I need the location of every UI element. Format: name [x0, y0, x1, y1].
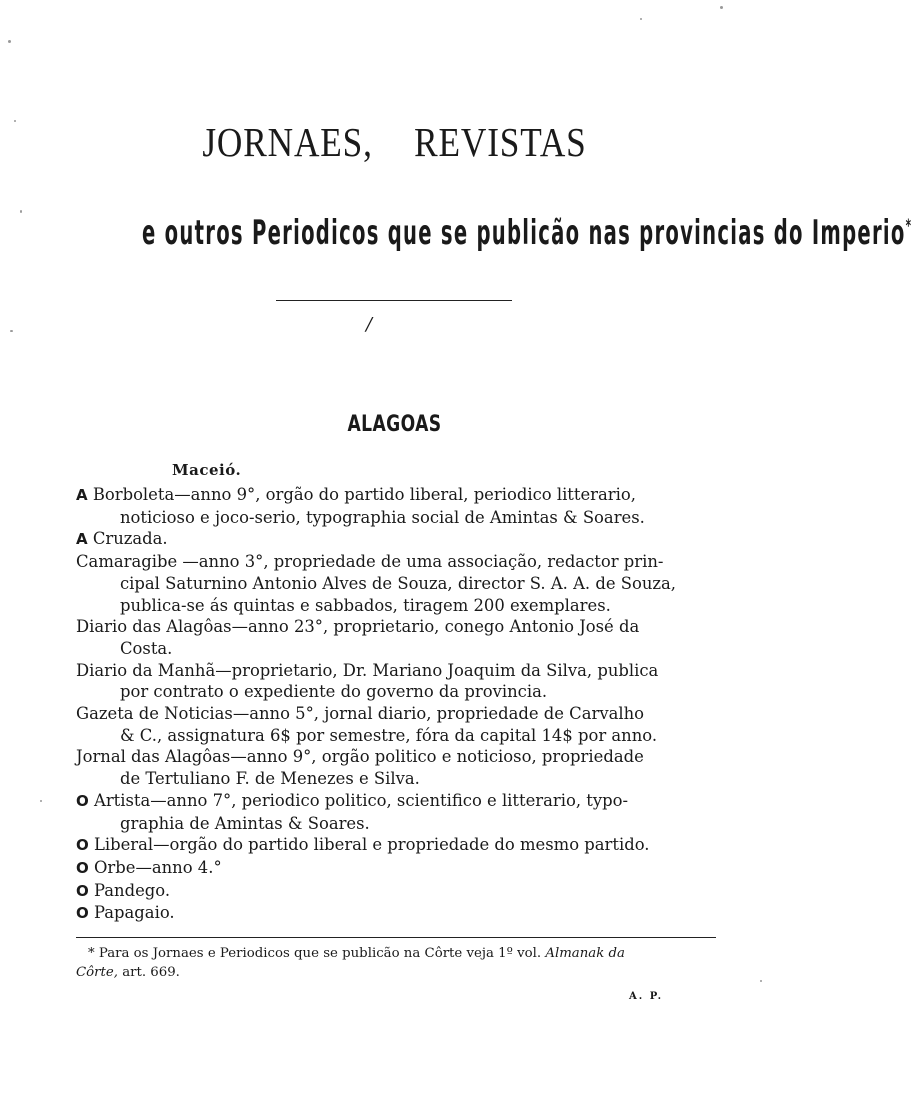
city-heading: Maceió.	[172, 461, 242, 479]
entry-text: graphia de Amintas & Soares.	[120, 813, 370, 833]
periodical-entry	[76, 551, 716, 616]
footnote-text: * Para os Jornaes e Periodicos que se publicão na Côrte veja 1º vol.	[88, 946, 542, 961]
page-subtitle	[142, 213, 912, 253]
scan-speck	[720, 6, 723, 9]
entry-first-line	[76, 834, 716, 857]
scan-speck	[40, 800, 42, 802]
entry-first-line	[76, 551, 716, 573]
periodical-entry	[76, 834, 716, 857]
entry-text: Jornal das Alagôas—anno 9°, orgão politico e noticioso, propriedade	[76, 747, 644, 767]
entry-continuation-line	[76, 813, 716, 835]
entry-article: O	[76, 904, 89, 923]
entry-text: cipal Saturnino Antonio Alves de Souza, director S. A. A. de Souza,	[120, 573, 677, 593]
footnote-article: art. 669.	[117, 965, 180, 980]
periodical-entry	[76, 857, 716, 880]
entry-continuation-line	[76, 768, 716, 790]
entry-continuation-line	[76, 725, 716, 747]
title-word-1: JORNAES,	[202, 119, 373, 165]
entry-first-line	[76, 880, 716, 903]
entry-continuation-line	[76, 681, 716, 703]
signature: A. P.	[629, 991, 664, 1002]
periodical-entry	[76, 746, 716, 789]
entry-text: de Tertuliano F. de Menezes e Silva.	[120, 769, 420, 789]
entry-first-line	[76, 484, 716, 507]
entry-article: O	[76, 881, 89, 900]
section-heading: ALAGOAS	[347, 412, 442, 437]
entry-text: por contrato o expediente do governo da provincia.	[120, 682, 548, 702]
footnote-marker: *	[905, 215, 912, 237]
entry-text: publica-se ás quintas e sabbados, tiragem 200 exemplares.	[120, 595, 611, 615]
scan-speck	[20, 210, 22, 213]
entry-first-line	[76, 703, 716, 725]
subtitle-text: e outros Periodicos que se publicão nas provincias do Imperio	[142, 213, 906, 253]
footnote-italic-ref: Almanak da	[545, 946, 625, 961]
entry-first-line	[76, 660, 716, 682]
footnote-line-1	[76, 944, 716, 963]
periodical-list	[76, 484, 716, 925]
entry-continuation-line	[76, 595, 716, 617]
entry-text: Papagaio.	[93, 903, 175, 923]
entry-text: Pandego.	[93, 880, 171, 900]
entry-text: Cruzada.	[92, 529, 168, 549]
periodical-entry	[76, 902, 716, 925]
entry-continuation-line	[76, 638, 716, 660]
entry-text: Costa.	[120, 638, 173, 658]
periodical-entry	[76, 880, 716, 903]
periodical-entry	[76, 616, 716, 659]
periodical-entry	[76, 660, 716, 703]
periodical-entry	[76, 484, 716, 528]
entry-first-line	[76, 528, 716, 551]
entry-first-line	[76, 746, 716, 768]
footnote-divider	[76, 937, 716, 938]
scan-speck	[10, 330, 13, 332]
entry-text: Diario das Alagôas—anno 23°, proprietario, conego Antonio José da	[76, 617, 640, 637]
footnote	[76, 944, 716, 982]
entry-first-line	[76, 616, 716, 638]
entry-text: & C., assignatura 6$ por semestre, fóra da capital 14$ por anno.	[120, 725, 658, 745]
entry-text: Camaragibe —anno 3°, propriedade de uma associação, redactor prin-	[76, 552, 664, 572]
entry-article: A	[76, 530, 88, 549]
periodical-entry	[76, 790, 716, 834]
entry-first-line	[76, 790, 716, 813]
entry-continuation-line	[76, 573, 716, 595]
scan-speck	[760, 980, 762, 982]
entry-text: Gazeta de Noticias—anno 5°, jornal diario, propriedade de Carvalho	[76, 704, 645, 724]
scan-speck	[640, 18, 642, 20]
entry-continuation-line	[76, 507, 716, 529]
entry-first-line	[76, 902, 716, 925]
scan-speck	[14, 120, 16, 122]
periodical-entry	[76, 703, 716, 746]
footnote-italic-ref-2: Côrte,	[76, 965, 118, 980]
header-divider	[276, 300, 512, 301]
entry-article: O	[76, 836, 89, 855]
periodical-entry	[76, 528, 716, 551]
entry-text: Orbe—anno 4.°	[93, 857, 222, 877]
page-title	[55, 118, 734, 166]
entry-text: noticioso e joco-serio, typographia social de Amintas & Soares.	[120, 507, 645, 527]
divider-mark: /	[366, 314, 373, 335]
entry-article: O	[76, 858, 89, 877]
entry-text: Diario da Manhã—proprietario, Dr. Mariano Joaquim da Silva, publica	[76, 660, 659, 680]
entry-text: Artista—anno 7°, periodico politico, scientifico e litterario, typo-	[93, 790, 629, 810]
footnote-line-2	[76, 963, 716, 982]
entry-first-line	[76, 857, 716, 880]
entry-text: Borboleta—anno 9°, orgão do partido liberal, periodico litterario,	[92, 485, 636, 504]
entry-article: A	[76, 486, 88, 504]
title-word-2: REVISTAS	[414, 119, 587, 165]
scan-speck	[8, 40, 11, 43]
entry-text: Liberal—orgão do partido liberal e propriedade do mesmo partido.	[93, 835, 650, 855]
entry-article: O	[76, 791, 89, 810]
